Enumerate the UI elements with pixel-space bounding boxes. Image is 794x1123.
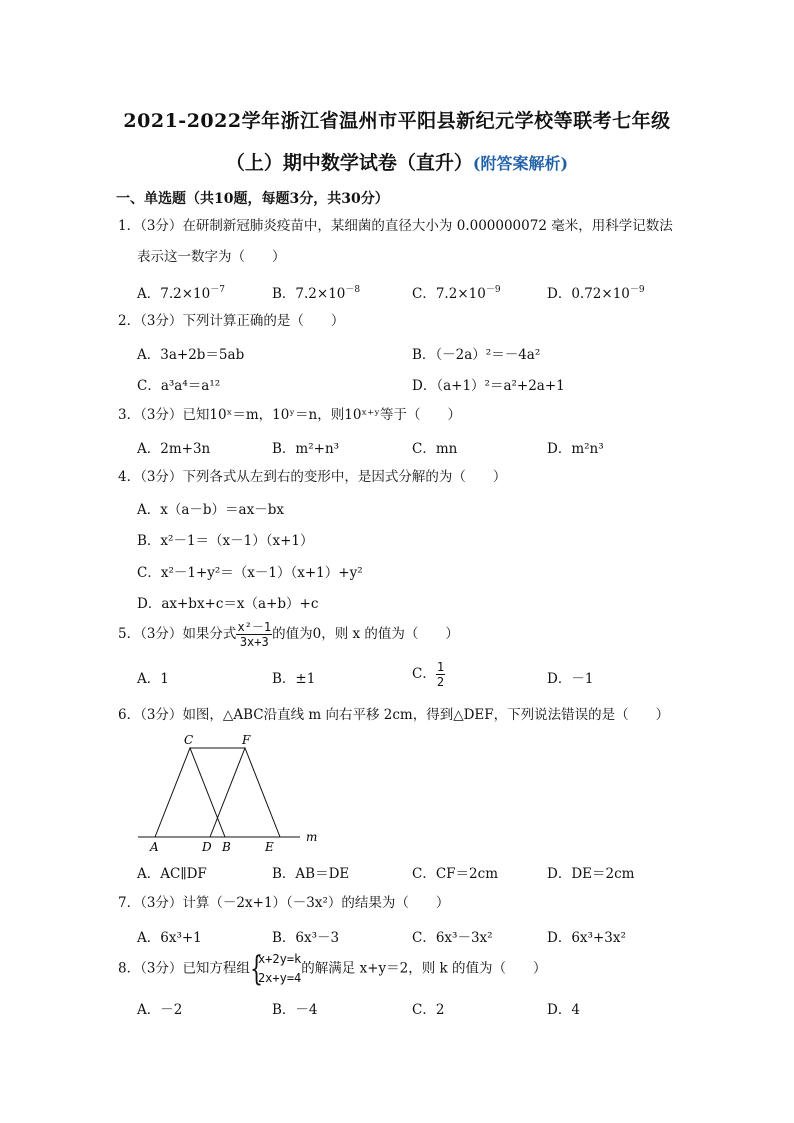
fraction: $\frac{\text{x²－1}}{3x+3}$	[237, 620, 272, 649]
label-f: F	[242, 733, 251, 747]
q4-option-c: C．x²－1+y²＝（x－1）（x+1）+y²	[137, 565, 363, 581]
q4-option-b: B．x²－1＝（x－1）（x+1）	[137, 533, 314, 549]
q8-option-b: B．－4	[272, 1002, 318, 1018]
question-8: 8．（3分）已知方程组 { x+2y=k 2x+y=4 的解满足 x+y＝2，则 k 的值为（ ）	[118, 949, 547, 989]
label-e: E	[265, 840, 274, 854]
label-c: C	[184, 733, 194, 747]
question-7: 7．（3分）计算（－2x+1）（－3x²）的结果为（ ）	[118, 895, 450, 911]
q1-option-c: C．$7.2\times 10^{-9}$	[412, 285, 501, 302]
answer-note: (附答案解析)	[472, 154, 569, 173]
question-5: 5．（3分）如果分式 $\frac{\text{x²－1}}{3x+3}$ 的值为0，则 x 的值为（ ）	[118, 620, 459, 649]
equation-system: { x+2y=k 2x+y=4	[249, 949, 302, 989]
q6-option-b: B．AB＝DE	[272, 866, 350, 882]
translation-figure	[130, 730, 330, 854]
q2-option-a: A．3a+2b＝5ab	[137, 347, 245, 363]
triangle-def	[210, 748, 280, 837]
q-num: 1．	[118, 218, 141, 234]
q4-option-d: D．ax+bx+c＝x（a+b）+c	[137, 596, 319, 612]
q2-option-d: D．（a+1）²＝a²+2a+1	[412, 378, 565, 394]
q6-option-a: A．AC∥DF	[137, 866, 207, 882]
q3-option-d: D．m²n³	[547, 441, 604, 457]
q1-option-d: D．$0.72\times 10^{-9}$	[547, 285, 645, 302]
q8-option-d: D．4	[547, 1002, 580, 1018]
q7-option-c: C．6x³－3x²	[412, 930, 493, 946]
q5-option-b: B．±1	[272, 671, 316, 687]
q7-option-b: B．6x³－3	[272, 930, 340, 946]
q3-option-b: B．m²+n³	[272, 441, 340, 457]
q8-option-a: A．－2	[137, 1002, 183, 1018]
question-6: 6．（3分）如图，△ABC沿直线 m 向右平移 2cm，得到△DEF，下列说法错误的是（ ）	[118, 707, 670, 723]
q7-option-a: A．6x³+1	[137, 930, 202, 946]
q3-option-c: C．mn	[412, 441, 458, 457]
q-stem: 在研制新冠肺炎疫苗中，某细菌的直径大小为 0.000000072 毫米，用科学记数法	[182, 218, 673, 234]
q5-option-a: A．1	[137, 671, 169, 687]
question-2: 2．（3分）下列计算正确的是（ ）	[118, 313, 345, 329]
section-heading: 一、单选题（共10题，每题3分，共30分）	[116, 191, 389, 207]
q1-option-a: A．$7.2\times 10^{-7}$	[137, 285, 225, 302]
triangle-abc	[155, 748, 225, 837]
fraction: $\frac{1}{2}$	[436, 660, 445, 689]
question-1-stem-cont: 表示这一数字为（ ）	[137, 249, 286, 265]
q2-option-c: C．a³a⁴＝a¹²	[137, 378, 221, 394]
q8-option-c: C．2	[412, 1002, 445, 1018]
q7-option-d: D．6x³+3x²	[547, 930, 626, 946]
q-score: （3分）	[140, 218, 183, 234]
q1-option-b: B．$7.2\times 10^{-8}$	[272, 285, 361, 302]
label-b: B	[222, 840, 231, 854]
q6-option-c: C．CF＝2cm	[412, 866, 498, 882]
page-title-line1: 2021-2022学年浙江省温州市平阳县新纪元学校等联考七年级	[123, 110, 671, 132]
question-3: 3．（3分）已知10ˣ＝m，10ʸ＝n，则10ˣ⁺ʸ等于（ ）	[118, 407, 461, 423]
question-4: 4．（3分）下列各式从左到右的变形中，是因式分解的为（ ）	[118, 469, 507, 485]
q4-option-a: A．x（a－b）＝ax－bx	[137, 502, 284, 518]
label-d: D	[202, 840, 212, 854]
q6-option-d: D．DE＝2cm	[547, 866, 635, 882]
q2-option-b: B．（－2a）²＝－4a²	[412, 347, 541, 363]
q5-option-d: D．－1	[547, 671, 594, 687]
label-a: A	[150, 840, 159, 854]
title-text: （上）期中数学试卷（直升）	[225, 152, 473, 174]
label-m: m	[306, 830, 318, 844]
question-1	[118, 216, 673, 236]
q3-option-a: A．2m+3n	[137, 441, 211, 457]
page-title-line2	[0, 148, 794, 175]
q5-option-c: C． $\frac{1}{2}$	[412, 660, 445, 689]
